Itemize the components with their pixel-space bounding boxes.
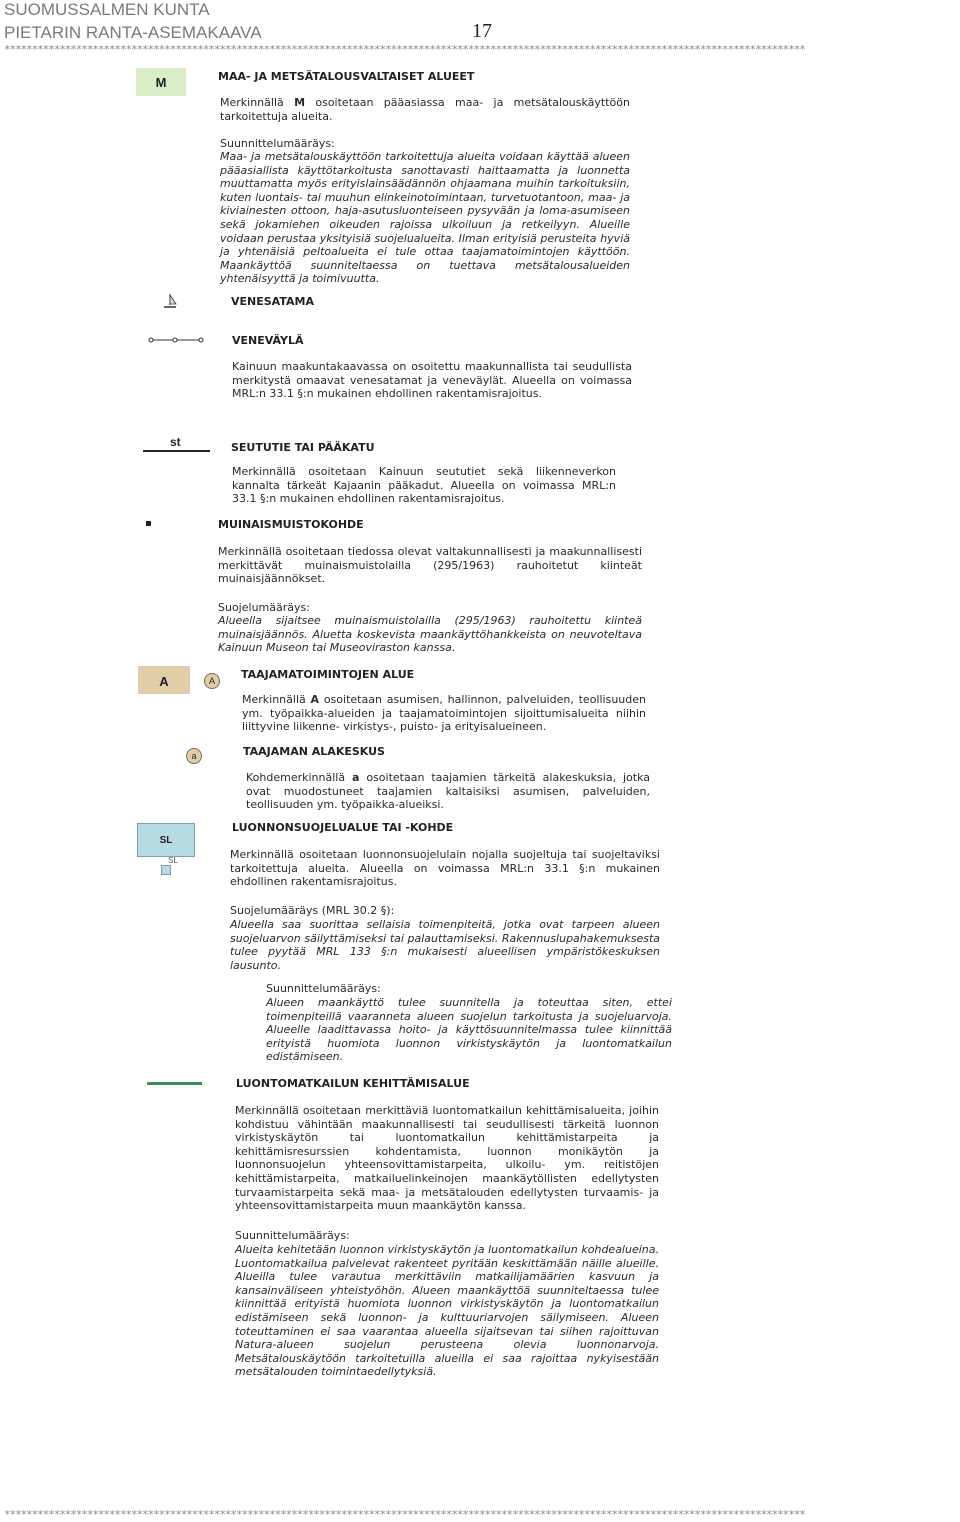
m-area-symbol: M (136, 68, 186, 96)
page-number: 17 (472, 20, 492, 42)
road-line-icon (143, 450, 210, 452)
a-description (242, 693, 646, 734)
a-small-description (246, 771, 650, 812)
organization-name: SUOMUSSALMEN KUNTA (4, 0, 210, 19)
m-desc-post: osoitetaan pääasiassa maa- ja metsätalouskäyttöön tarkoitettuja alueita. (220, 96, 630, 123)
a-area-symbol: A (138, 666, 190, 694)
a-desc-pre: Merkinnällä (242, 693, 311, 706)
a-small-desc-post: osoitetaan taajamien tärkeitä alakeskuksia, jotka ovat muodostuneet taajamien kaltaisiksi asumisen, palveluiden, teollisuuden ym. työpaikka-alueiksi. (246, 771, 650, 812)
boat-harbour-icon (162, 292, 178, 310)
sl-protect-heading: Suojelumääräys (MRL 30.2 §): (230, 904, 395, 917)
a-small-desc-code: a (352, 771, 360, 784)
a-small-title: TAAJAMAN ALAKESKUS (243, 745, 385, 758)
venevayla-title: VENEVÄYLÄ (232, 334, 304, 347)
venevayla-description: Kainuun maakuntakaavassa on osoitettu maakunnallista tai seudullista merkitystä omaavat venesatamat ja veneväylät. Alueella on voimassa MRL:n 33.1 §:n mukainen ehdollinen rakentamisrajoitus. (232, 360, 632, 401)
sl-protect: Alueella saa suorittaa sellaisia toimenpiteitä, jotka ovat tarpeen alueen suojeluarvon säilyttämiseksi tai palauttamiseksi. Rakennuslupahakemuksesta tulee pyytää MRL 133 §:n mukaisesti alueellisen ympäristökeskuksen lausunto. (230, 918, 660, 972)
muinais-title: MUINAISMUISTOKOHDE (218, 518, 364, 531)
plan-title: PIETARIN RANTA-ASEMAKAAVA (4, 23, 262, 42)
luonto-title: LUONTOMATKAILUN KEHITTÄMISALUE (236, 1077, 470, 1090)
a-title: TAAJAMATOIMINTOJEN ALUE (241, 668, 415, 681)
luonto-rule-heading: Suunnittelumääräys: (235, 1229, 350, 1242)
nature-tourism-line-icon (147, 1082, 202, 1085)
m-rule: Maa- ja metsätalouskäyttöön tarkoitettuja alueita voidaan käyttää alueen pääasiallista käyttötarkoitusta sanottavasti haittaamatta ja luonnetta muuttamatta myös erityislainsäädännön ohjaamana muihin tarkoituksiin, kuten luontais- tai muuhun elinkeinotoimintaan, turvetuotantoon, maa- ja kiviainesten ottoon, haja-asutusluonteiseen pysyvään ja loma-asumiseen sekä jokamiehen oikeuden rajoissa ulkoiluun ja retkeilyyn. Alueille voidaan perustaa yksityisiä suojelualueita. Ilman erityisiä perusteita hyviä ja yhtenäisiä peltoalueita ei tule ottaa taajamatoimintojen käyttöön. Maankäyttöä suunniteltaessa on tuettava metsätalousalueiden yhtenäisyyttä ja toimivuutta. (220, 150, 630, 286)
luonto-rule: Alueita kehitetään luonnon virkistyskäytön ja luontomatkailun kohdealueina. Luontomatkailua palvelevat rakenteet pyritään keskittämään näille alueille. Alueilla tulee varautua merkittäviin matkailijamäärien kasvuun ja kansainväliseen yhteistyöhön. Alueen maankäyttöä suunniteltaessa tulee kiinnittää erityistä huomiota luonnon virkistyskäytön ja luontomatkailun edistämiseen sekä luonnon- ja kulttuuriarvojen säilymiseen. Alueen toteuttaminen ei saa vaarantaa alueella sijaitsevan tai siihen rajoittuvan Natura-alueen suojelun perusteena olevia luonnonarvoja. Metsätalouskäytöön tarkoitetuilla alueilla ei saa rajoittaa nykyisestään metsätalouden toimintaedellytyksiä. (235, 1243, 659, 1379)
m-rule-heading: Suunnittelumääräys: (220, 137, 335, 150)
st-title: SEUTUTIE TAI PÄÄKATU (231, 441, 375, 454)
m-description (220, 96, 630, 123)
st-description: Merkinnällä osoitetaan Kainuun seututiet sekä liikenneverkon kannalta tärkeät Kajaanin pääkadut. Alueella on voimassa MRL:n 33.1 §:n mukainen ehdollinen rakentamisrajoitus. (232, 465, 616, 506)
header-separator: ************************************************************************************************************************************************* (4, 44, 805, 55)
a-small-circle-symbol: a (186, 748, 202, 764)
muinais-rule-heading: Suojelumääräys: (218, 601, 310, 614)
muinais-description: Merkinnällä osoitetaan tiedossa olevat valtakunnallisesti ja maakunnallisesti merkittävät muinaismuistolailla (295/1963) rauhoitetut kiinteät muinaisjäännökset. (218, 545, 642, 586)
a-circle-symbol: A (204, 673, 220, 689)
heritage-dot-icon (146, 521, 151, 526)
sl-rule-heading: Suunnittelumääräys: (266, 982, 381, 995)
road-symbol-label: st (170, 435, 181, 449)
waterway-line-icon (147, 335, 205, 345)
footer-separator: ************************************************************************************************************************************************* (4, 1509, 805, 1520)
m-desc-code: M (294, 96, 306, 109)
luonto-description: Merkinnällä osoitetaan merkittäviä luontomatkailun kehittämisalueita, joihin kohdistuu vähintään maakunnallisesti tai seudullisesti tärkeitä luonnon virkistyskäytön tai luontomatkailun kehittämistarpeita ja kehittämisresurssien kohdentamista, luonnon monikäytön ja luonnonsuojelun yhteensovittamistarpeita, ulkoilu- ym. reitistöjen kehittämistarpeita, matkailuelinkeinojen maankäytöllisten edellytysten turvaamistarpeita sekä maa- ja metsätalouden edellytysten turvaamis- ja yhteensovittamistarpeita muun maankäytön kanssa. (235, 1104, 659, 1213)
a-small-desc-pre: Kohdemerkinnällä (246, 771, 352, 784)
m-desc-pre: Merkinnällä (220, 96, 295, 109)
muinais-rule: Alueella sijaitsee muinaismuistolailla (295/1963) rauhoitettu kiinteä muinaisjäännös. Aluetta koskevista maankäyttöhankkeista on neuvoteltava Kainuun Museon tai Museoviraston kanssa. (218, 614, 642, 655)
a-desc-post: osoitetaan asumisen, hallinnon, palveluiden, teollisuuden ym. työpaikka-alueiden ja taajamatoimintojen sijoittumisalueita niihin liittyvine liikenne- virkistys-, puisto- ja erityisalueineen. (242, 693, 646, 734)
sl-small-label: SL (168, 856, 178, 865)
m-title: MAA- JA METSÄTALOUSVALTAISET ALUEET (218, 70, 475, 83)
sl-title: LUONNONSUOJELUALUE TAI -KOHDE (232, 821, 454, 834)
sl-description: Merkinnällä osoitetaan luonnonsuojelulain nojalla suojeltuja tai suojeltaviksi tarkoitettuja alueita. Alueella on voimassa MRL:n 33.1 §:n mukainen ehdollinen rakentamisrajoitus. (230, 848, 660, 889)
venesatama-title: VENESATAMA (231, 295, 314, 308)
sl-rule: Alueen maankäyttö tulee suunnitella ja toteuttaa siten, ettei toimenpiteillä vaaranneta alueen suojelun tarkoitusta ja suojeluarvoja. Alueelle laadittavassa hoito- ja käyttösuunnitelmassa tulee kiinnittää erityistä huomiota luonnon virkistyskäytön ja luontomatkailun edistämiseen. (266, 996, 672, 1064)
sl-small-symbol (161, 865, 171, 875)
sl-area-symbol: SL (137, 823, 195, 857)
a-desc-code: A (310, 693, 320, 706)
